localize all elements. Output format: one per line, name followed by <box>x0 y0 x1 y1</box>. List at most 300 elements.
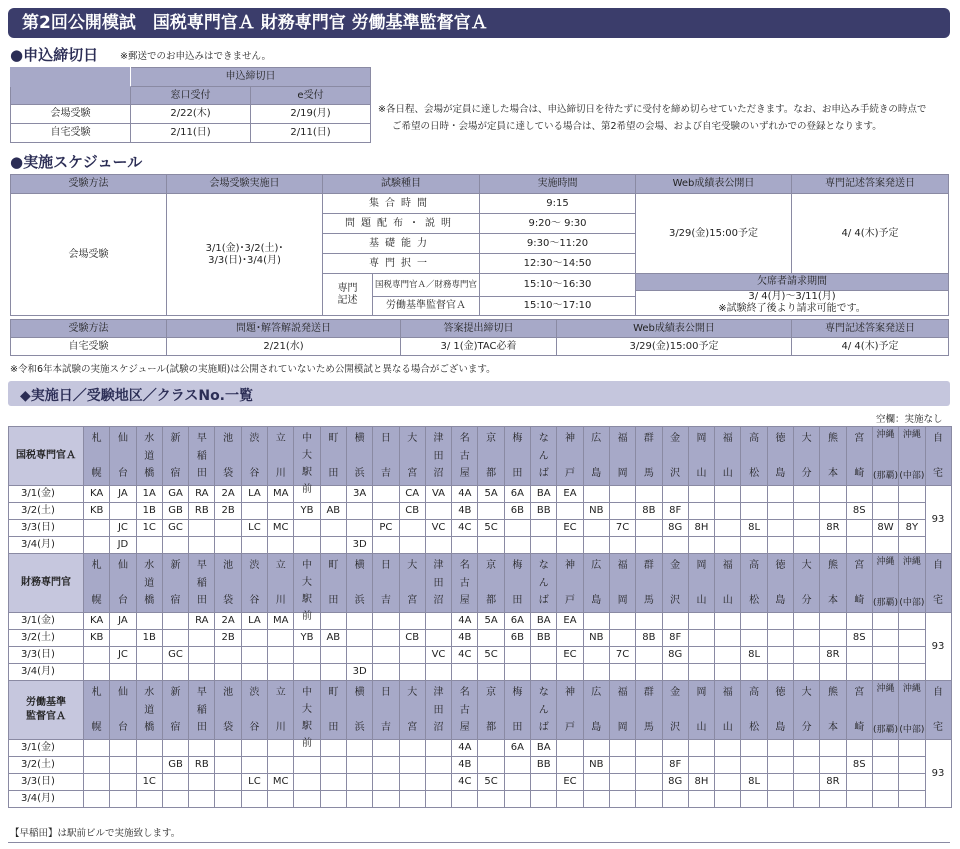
col-header: 実施時間 <box>480 175 636 194</box>
class-cell <box>899 740 925 757</box>
schedule-row <box>9 791 952 808</box>
class-cell <box>84 774 110 791</box>
class-cell <box>268 664 294 681</box>
col-header: 受験方法 <box>11 320 167 338</box>
class-cell <box>241 647 267 664</box>
item-time: 9:15 <box>480 194 636 214</box>
class-cell <box>504 791 530 808</box>
class-cell <box>662 537 688 554</box>
class-cell <box>452 537 478 554</box>
class-cell <box>346 647 372 664</box>
class-cell <box>715 740 741 757</box>
bottom-divider <box>8 842 950 843</box>
venue-grid <box>8 426 952 808</box>
class-cell: 2A <box>215 613 241 630</box>
class-cell <box>715 613 741 630</box>
location-header: 名 古 屋 <box>452 427 478 486</box>
location-header: 大 宮 <box>399 681 425 740</box>
schedule-row <box>9 630 952 647</box>
item-time: 12:30～14:50 <box>480 254 636 274</box>
class-cell <box>741 503 767 520</box>
class-cell <box>136 791 162 808</box>
class-cell <box>425 740 451 757</box>
class-cell: MA <box>268 613 294 630</box>
location-header: 福 山 <box>715 681 741 740</box>
class-cell: 6A <box>504 740 530 757</box>
class-cell <box>268 757 294 774</box>
location-header: 札 幌 <box>84 681 110 740</box>
class-cell <box>767 503 793 520</box>
class-cell <box>662 613 688 630</box>
class-cell <box>583 613 609 630</box>
row-date: 3/3(日) <box>9 520 84 537</box>
class-cell <box>609 630 635 647</box>
home-class: 93 <box>925 486 951 554</box>
class-cell <box>583 740 609 757</box>
location-header: 立 川 <box>268 554 294 613</box>
location-header: 中 大 駅 前 <box>294 681 320 740</box>
class-cell <box>820 757 846 774</box>
class-cell <box>583 520 609 537</box>
class-cell <box>688 503 714 520</box>
class-cell <box>136 740 162 757</box>
class-cell <box>320 774 346 791</box>
class-cell: KA <box>84 486 110 503</box>
class-cell <box>425 664 451 681</box>
schedule-row <box>9 537 952 554</box>
legend: 空欄：実施なし <box>876 414 943 425</box>
schedule-row <box>9 613 952 630</box>
class-cell <box>688 791 714 808</box>
class-cell <box>609 774 635 791</box>
class-cell <box>399 740 425 757</box>
class-cell: 1B <box>136 630 162 647</box>
location-header: 神 戸 <box>557 554 583 613</box>
row-date: 3/2(土) <box>9 503 84 520</box>
class-cell <box>820 740 846 757</box>
class-cell <box>794 664 820 681</box>
location-header: 新 宿 <box>162 554 188 613</box>
class-cell: YB <box>294 630 320 647</box>
class-cell: LA <box>241 613 267 630</box>
class-cell <box>215 774 241 791</box>
class-cell <box>767 630 793 647</box>
class-cell <box>741 537 767 554</box>
class-cell <box>741 740 767 757</box>
class-cell: 4C <box>452 774 478 791</box>
location-header: 福 岡 <box>609 681 635 740</box>
location-header: 京 都 <box>478 427 504 486</box>
class-cell <box>688 757 714 774</box>
class-cell <box>373 774 399 791</box>
class-cell: LA <box>241 486 267 503</box>
class-cell <box>557 664 583 681</box>
location-header: 横 浜 <box>346 554 372 613</box>
location-header: 金 沢 <box>662 681 688 740</box>
class-cell <box>636 740 662 757</box>
class-cell <box>899 757 925 774</box>
class-cell <box>84 757 110 774</box>
class-cell: 2A <box>215 486 241 503</box>
class-cell: 8S <box>846 630 872 647</box>
class-cell <box>531 520 557 537</box>
class-cell: 8B <box>636 503 662 520</box>
location-header: 高 松 <box>741 681 767 740</box>
class-cell <box>767 774 793 791</box>
absent-header: 欠席者請求期間 <box>636 274 949 291</box>
class-cell <box>846 520 872 537</box>
class-cell <box>504 520 530 537</box>
row-date: 3/1(金) <box>9 740 84 757</box>
schedule-table <box>10 174 949 316</box>
deadline-table <box>10 67 371 143</box>
class-cell: 5A <box>478 613 504 630</box>
class-cell: BA <box>531 740 557 757</box>
schedule-remark: ※令和6年本試験の実施スケジュール(試験の実施順)は公開されていないため公開模試と異なる場合がございます。 <box>10 364 496 375</box>
class-cell: CB <box>399 503 425 520</box>
class-cell <box>399 647 425 664</box>
row-date: 3/1(金) <box>9 613 84 630</box>
location-header: 広 島 <box>583 427 609 486</box>
class-cell <box>583 664 609 681</box>
class-cell <box>215 537 241 554</box>
col-header: Web成績表公開日 <box>636 175 792 194</box>
location-header: 梅 田 <box>504 427 530 486</box>
home-table <box>10 319 949 356</box>
location-header: 熊 本 <box>820 554 846 613</box>
class-cell: 1C <box>136 774 162 791</box>
class-cell <box>399 537 425 554</box>
class-cell <box>373 630 399 647</box>
class-cell: JD <box>110 537 136 554</box>
section-schedule-heading: ●実施スケジュール <box>10 153 143 171</box>
location-header: 岡 山 <box>688 427 714 486</box>
cell: 3/ 1(金)TAC必着 <box>401 338 557 356</box>
class-cell: JA <box>110 486 136 503</box>
class-cell <box>872 503 898 520</box>
row-date: 3/4(月) <box>9 537 84 554</box>
location-header: 宮 崎 <box>846 554 872 613</box>
class-cell <box>320 647 346 664</box>
class-cell <box>294 664 320 681</box>
class-cell <box>478 630 504 647</box>
location-header-row <box>9 554 952 613</box>
location-header: 渋 谷 <box>241 427 267 486</box>
cell: 2/11(日) <box>131 124 251 143</box>
class-cell: BB <box>531 630 557 647</box>
class-cell <box>110 740 136 757</box>
class-cell <box>320 791 346 808</box>
class-cell <box>373 791 399 808</box>
class-cell: GC <box>162 520 188 537</box>
class-cell <box>557 791 583 808</box>
cell: 自宅受験 <box>11 338 167 356</box>
location-header: 徳 島 <box>767 427 793 486</box>
deadline-remark-1: ※各日程、会場が定員に達した場合は、申込締切日を待たずに受付を締め切らせていただきます。なお、お申込み手続きの時点で <box>378 104 927 115</box>
class-cell <box>794 740 820 757</box>
page-title: 第2回公開模試 国税専門官Ａ 財務専門官 労働基準監督官Ａ <box>8 8 950 38</box>
col-header: Web成績表公開日 <box>557 320 792 338</box>
class-cell <box>162 613 188 630</box>
class-cell <box>215 757 241 774</box>
class-cell <box>346 520 372 537</box>
class-cell <box>715 520 741 537</box>
location-header: 福 山 <box>715 427 741 486</box>
class-cell: 8Y <box>899 520 925 537</box>
class-cell: CA <box>399 486 425 503</box>
class-cell <box>583 537 609 554</box>
class-cell: RB <box>189 503 215 520</box>
class-cell <box>794 537 820 554</box>
class-cell <box>899 774 925 791</box>
location-header: 町 田 <box>320 554 346 613</box>
sub-item-name: 労働基準監督官Ａ <box>373 297 480 316</box>
sub-item-name: 国税専門官Ａ／財務専門官 <box>373 274 480 297</box>
col-window: 窓口受付 <box>131 87 251 105</box>
item-name: 基礎能力 <box>323 234 480 254</box>
class-cell: 6B <box>504 503 530 520</box>
location-header: 金 沢 <box>662 427 688 486</box>
class-cell: 1C <box>136 520 162 537</box>
location-header: 熊 本 <box>820 681 846 740</box>
item-name: 専門択一 <box>323 254 480 274</box>
class-cell: NB <box>583 630 609 647</box>
class-cell <box>715 630 741 647</box>
col-header: 専門記述答案発送日 <box>792 320 949 338</box>
class-cell <box>320 486 346 503</box>
class-cell <box>215 740 241 757</box>
dates-line-2: 3/3(日)･3/4(月) <box>208 254 281 266</box>
class-cell <box>373 740 399 757</box>
class-cell: 6A <box>504 486 530 503</box>
class-cell: 3A <box>346 486 372 503</box>
class-cell: MA <box>268 486 294 503</box>
item-name: 集合時間 <box>323 194 480 214</box>
class-cell <box>189 740 215 757</box>
class-cell <box>215 647 241 664</box>
class-cell <box>84 791 110 808</box>
class-cell <box>478 503 504 520</box>
location-header: 池 袋 <box>215 554 241 613</box>
class-cell <box>609 537 635 554</box>
sub-item-time: 15:10～17:10 <box>480 297 636 316</box>
class-cell <box>872 757 898 774</box>
class-cell: 4B <box>452 757 478 774</box>
class-cell <box>373 757 399 774</box>
class-cell <box>478 791 504 808</box>
location-header: 早 稲 田 <box>189 554 215 613</box>
absent-period-cell <box>636 291 949 316</box>
location-header: 福 山 <box>715 554 741 613</box>
class-cell <box>741 613 767 630</box>
class-cell <box>373 647 399 664</box>
schedule-row <box>9 664 952 681</box>
class-cell <box>715 503 741 520</box>
class-cell <box>846 740 872 757</box>
location-header: 仙 台 <box>110 681 136 740</box>
class-cell <box>215 664 241 681</box>
class-cell <box>609 740 635 757</box>
class-cell: EC <box>557 647 583 664</box>
class-cell: BA <box>531 486 557 503</box>
class-cell: BB <box>531 757 557 774</box>
deadline-remark-2: ご希望の日時・会場が定員に達している場合は、第2希望の会場、および自宅受験のいずれかでの登録となります。 <box>392 121 882 132</box>
class-cell <box>846 647 872 664</box>
class-cell <box>794 757 820 774</box>
class-cell <box>136 613 162 630</box>
class-cell <box>346 630 372 647</box>
class-cell <box>504 647 530 664</box>
location-header: 大 宮 <box>399 427 425 486</box>
class-cell: 8H <box>688 520 714 537</box>
class-cell <box>531 791 557 808</box>
class-cell <box>557 740 583 757</box>
class-cell <box>872 613 898 630</box>
location-header: 金 沢 <box>662 554 688 613</box>
class-cell <box>320 537 346 554</box>
location-header: 福 岡 <box>609 427 635 486</box>
section-deadline-heading: ●申込締切日 <box>10 46 99 64</box>
class-cell <box>846 537 872 554</box>
class-cell <box>189 791 215 808</box>
class-cell <box>872 664 898 681</box>
class-cell <box>715 757 741 774</box>
row-date: 3/2(土) <box>9 757 84 774</box>
class-cell <box>241 664 267 681</box>
class-cell <box>531 647 557 664</box>
class-cell <box>136 757 162 774</box>
location-header: 中 大 駅 前 <box>294 427 320 486</box>
item-time: 9:30～11:20 <box>480 234 636 254</box>
class-cell: EC <box>557 774 583 791</box>
class-cell <box>162 630 188 647</box>
col-header: 会場受験実施日 <box>167 175 323 194</box>
class-cell <box>767 537 793 554</box>
item-time: 9:20～ 9:30 <box>480 214 636 234</box>
class-cell <box>425 537 451 554</box>
class-cell <box>899 647 925 664</box>
class-cell <box>872 791 898 808</box>
class-cell <box>162 537 188 554</box>
class-cell <box>583 647 609 664</box>
class-cell <box>688 537 714 554</box>
class-cell <box>662 740 688 757</box>
class-cell <box>636 537 662 554</box>
class-cell <box>84 664 110 681</box>
class-cell <box>346 774 372 791</box>
class-cell: 2B <box>215 503 241 520</box>
method-cell: 会場受験 <box>11 194 167 316</box>
class-cell <box>741 757 767 774</box>
location-header: 水 道 橋 <box>136 427 162 486</box>
class-cell <box>557 757 583 774</box>
location-header: 水 道 橋 <box>136 554 162 613</box>
class-cell <box>241 537 267 554</box>
class-cell <box>110 757 136 774</box>
class-cell <box>872 486 898 503</box>
row-date: 3/1(金) <box>9 486 84 503</box>
location-header: 仙 台 <box>110 554 136 613</box>
location-header: 中 大 駅 前 <box>294 554 320 613</box>
class-cell: 8B <box>636 630 662 647</box>
class-cell <box>399 520 425 537</box>
class-cell <box>84 537 110 554</box>
class-cell <box>794 503 820 520</box>
class-cell <box>688 613 714 630</box>
class-cell: 8F <box>662 630 688 647</box>
class-cell <box>636 520 662 537</box>
location-header: 京 都 <box>478 681 504 740</box>
deadline-header: 申込締切日 <box>131 68 371 87</box>
cell: 3/29(金)15:00予定 <box>557 338 792 356</box>
class-cell: 5A <box>478 486 504 503</box>
class-cell: RB <box>189 757 215 774</box>
class-cell <box>767 647 793 664</box>
schedule-row <box>9 757 952 774</box>
class-cell <box>373 503 399 520</box>
class-cell: 8L <box>741 774 767 791</box>
location-header: 福 岡 <box>609 554 635 613</box>
class-cell <box>189 664 215 681</box>
class-cell <box>767 740 793 757</box>
class-cell: CB <box>399 630 425 647</box>
class-cell: GA <box>162 486 188 503</box>
class-cell <box>110 774 136 791</box>
class-cell <box>741 791 767 808</box>
col-header: 専門記述答案発送日 <box>792 175 949 194</box>
class-cell: 4C <box>452 647 478 664</box>
class-cell: EA <box>557 613 583 630</box>
class-cell <box>794 791 820 808</box>
class-cell <box>820 664 846 681</box>
class-cell <box>294 520 320 537</box>
location-header: 札 幌 <box>84 554 110 613</box>
class-cell: 4A <box>452 740 478 757</box>
exam-name: 国税専門官Ａ <box>9 427 84 486</box>
table-row <box>11 124 371 143</box>
class-cell <box>425 791 451 808</box>
location-header: 徳 島 <box>767 554 793 613</box>
class-cell: 8G <box>662 520 688 537</box>
class-cell <box>715 486 741 503</box>
location-header: 横 浜 <box>346 427 372 486</box>
class-cell <box>346 613 372 630</box>
class-cell <box>636 486 662 503</box>
class-cell <box>794 630 820 647</box>
kijutsu-label: 専門 記述 <box>323 274 373 316</box>
class-cell <box>557 537 583 554</box>
location-header: 京 都 <box>478 554 504 613</box>
class-cell <box>478 664 504 681</box>
class-cell <box>767 664 793 681</box>
schedule-row <box>9 740 952 757</box>
location-header: 大 分 <box>794 681 820 740</box>
class-cell <box>872 774 898 791</box>
class-cell <box>636 664 662 681</box>
class-cell <box>189 774 215 791</box>
class-cell <box>794 520 820 537</box>
class-cell: VA <box>425 486 451 503</box>
location-header: 日 吉 <box>373 681 399 740</box>
location-header: 池 袋 <box>215 427 241 486</box>
class-cell <box>399 757 425 774</box>
class-cell: KA <box>84 613 110 630</box>
class-cell <box>346 740 372 757</box>
row-date: 3/3(日) <box>9 774 84 791</box>
location-header: 札 幌 <box>84 427 110 486</box>
location-header: 仙 台 <box>110 427 136 486</box>
class-cell: AB <box>320 503 346 520</box>
